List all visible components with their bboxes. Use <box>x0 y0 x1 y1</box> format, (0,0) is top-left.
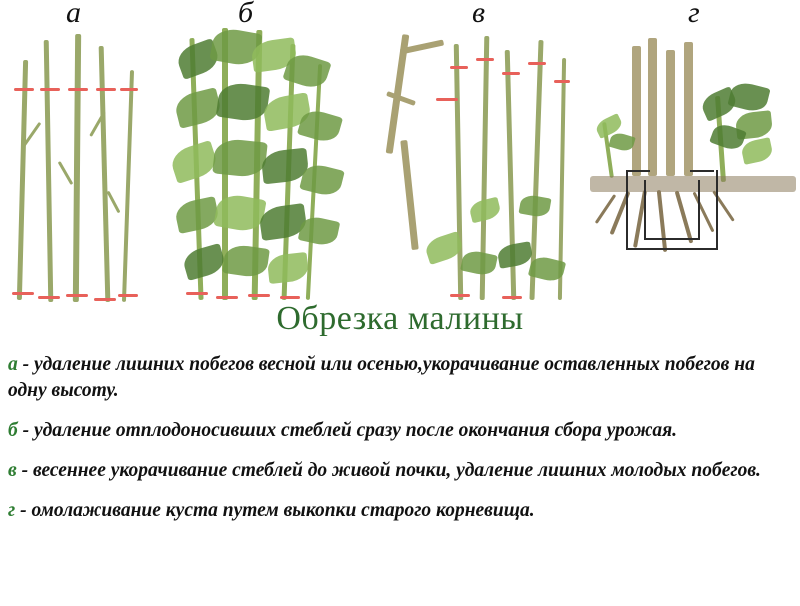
cut-mark-base <box>118 294 138 297</box>
panel-label-a: а <box>66 0 81 29</box>
legend-key-b: б <box>8 420 18 441</box>
root <box>595 194 616 224</box>
legend-item-g <box>8 498 792 524</box>
legend-text-v: весеннее укорачивание стеблей до живой почки, удаление лишних молодых побегов. <box>32 460 761 481</box>
cane <box>44 40 54 302</box>
cut-mark <box>436 98 458 101</box>
panel-b-remove-fruited <box>160 0 370 310</box>
cut-mark <box>476 58 494 61</box>
leaf-cluster <box>727 80 770 114</box>
cane <box>73 34 81 302</box>
cut-mark <box>502 72 520 75</box>
panel-g-rejuvenation <box>590 0 800 310</box>
cane-old <box>400 140 418 250</box>
panel-v-spring-shortening <box>370 0 590 310</box>
cut-mark <box>96 88 116 91</box>
legend-key-a: а <box>8 354 18 375</box>
cut-mark <box>14 88 34 91</box>
cut-mark-base <box>280 296 300 299</box>
cane-twig <box>107 191 121 214</box>
cane-twig <box>58 161 74 185</box>
legend-key-v: в <box>8 460 17 481</box>
cut-mark <box>40 88 60 91</box>
page-title: Обрезка малины <box>276 300 524 337</box>
cut-mark <box>554 80 570 83</box>
leaf-cluster <box>173 87 223 129</box>
leaf-cluster <box>468 197 502 224</box>
leaf-cluster <box>181 243 227 281</box>
legend-dash-v: - <box>16 460 33 481</box>
legend <box>8 352 792 538</box>
cane-stub <box>648 38 657 176</box>
legend-item-a <box>8 352 792 404</box>
cut-mark <box>450 66 468 69</box>
cane-stub <box>632 46 641 176</box>
cane <box>122 70 134 302</box>
legend-dash-g: - <box>15 500 32 521</box>
panel-a-spring-thinning <box>0 0 160 310</box>
cane-stub <box>684 42 693 176</box>
cut-mark-base <box>248 294 270 297</box>
cut-mark <box>120 88 138 91</box>
legend-text-g: омолаживание куста путем выкопки старого корневища. <box>31 500 535 521</box>
leaf-cluster <box>173 196 220 234</box>
legend-dash-a: - <box>17 354 34 375</box>
cane-stub <box>666 50 675 176</box>
panel-label-g: г <box>688 0 700 29</box>
cut-mark-base <box>12 292 34 295</box>
cut-mark-base <box>216 296 238 299</box>
cut-mark <box>68 88 88 91</box>
cut-mark-base <box>186 292 208 295</box>
cut-mark-base <box>38 296 60 299</box>
leaf-cluster <box>460 249 498 278</box>
cane <box>99 46 111 302</box>
leaf-cluster <box>518 194 551 219</box>
legend-key-g: г <box>8 500 16 521</box>
cut-mark <box>528 62 546 65</box>
panel-label-v: в <box>472 0 486 29</box>
leaf-cluster <box>496 241 533 269</box>
legend-item-v <box>8 458 792 484</box>
legend-item-b <box>8 418 792 444</box>
legend-text-a: удаление лишних побегов весной или осенью,укорачивание оставленных побегов на одну высоту. <box>8 354 755 401</box>
cane <box>17 60 28 300</box>
legend-dash-b: - <box>17 420 34 441</box>
cut-mark-base <box>66 294 88 297</box>
cut-mark-base <box>450 294 470 297</box>
leaf-cluster <box>222 243 270 279</box>
leaf-cluster <box>740 137 774 165</box>
legend-text-b: удаление отплодоносивших стеблей сразу после окончания сбора урожая. <box>33 420 678 441</box>
panel-label-b: б <box>238 0 254 29</box>
cut-mark-base <box>502 296 522 299</box>
leaf-cluster <box>168 140 220 184</box>
spade-outline-inner <box>644 180 700 240</box>
leaf-cluster <box>267 252 310 284</box>
